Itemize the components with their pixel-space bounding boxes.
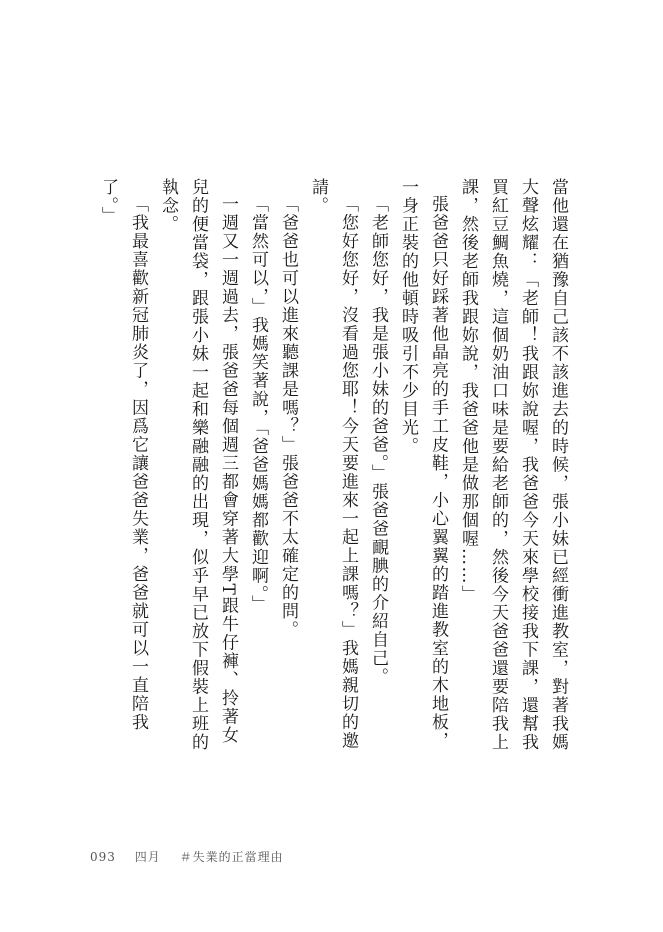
- paragraph-3: 「老師您好，我是張小妹的爸爸。」張爸爸靦腆的介紹自己。: [368, 195, 388, 686]
- vertical-text-body: [93, 178, 573, 758]
- paragraph-1: 當他還在猶豫自己該不該進去的時候，張小妹已經衝進教室，對著我媽大聲炫耀：「老師！我跟妳說喔，我爸爸今天來學校接我下課，還幫我買紅豆鯛魚燒，這個奶油口味是要給老師的，然後今天爸爸還要陪我上課，然後老師我跟妳說，我爸爸他是做那個喔……」: [458, 178, 568, 752]
- page-number: 093: [90, 850, 116, 864]
- section-title: ＃失業的正當理由: [179, 850, 284, 864]
- paragraph-2: 張爸爸只好踩著他晶亮的手工皮鞋，小心翼翼的踏進教室的木地板，一身正裝的他頓時吸引不少目光。: [398, 178, 448, 750]
- page-footer: [90, 848, 298, 865]
- paragraph-7: 一週又一週過去，張爸爸每個週三都會穿著大學T跟牛仔褲、拎著女兒的便當袋，跟張小妹一起和樂融融的出現，似乎早已放下假裝上班的執念。: [158, 178, 238, 752]
- paragraph-8: 「我最喜歡新冠肺炎了，因爲它讓爸爸失業，爸爸就可以一直陪我了。」: [98, 178, 148, 732]
- paragraph-5: 「爸爸也可以進來聽課是嗎？」張爸爸不太確定的問。: [278, 195, 298, 639]
- paragraph-4: 「您好您好，沒看過您耶！今天要進來一起上課嗎？」我媽親切的邀請。: [308, 178, 358, 750]
- paragraph-6: 「當然可以，」我媽笑著說，「爸爸媽媽都歡迎啊。」: [248, 195, 268, 614]
- chapter-label: 四月: [134, 850, 161, 864]
